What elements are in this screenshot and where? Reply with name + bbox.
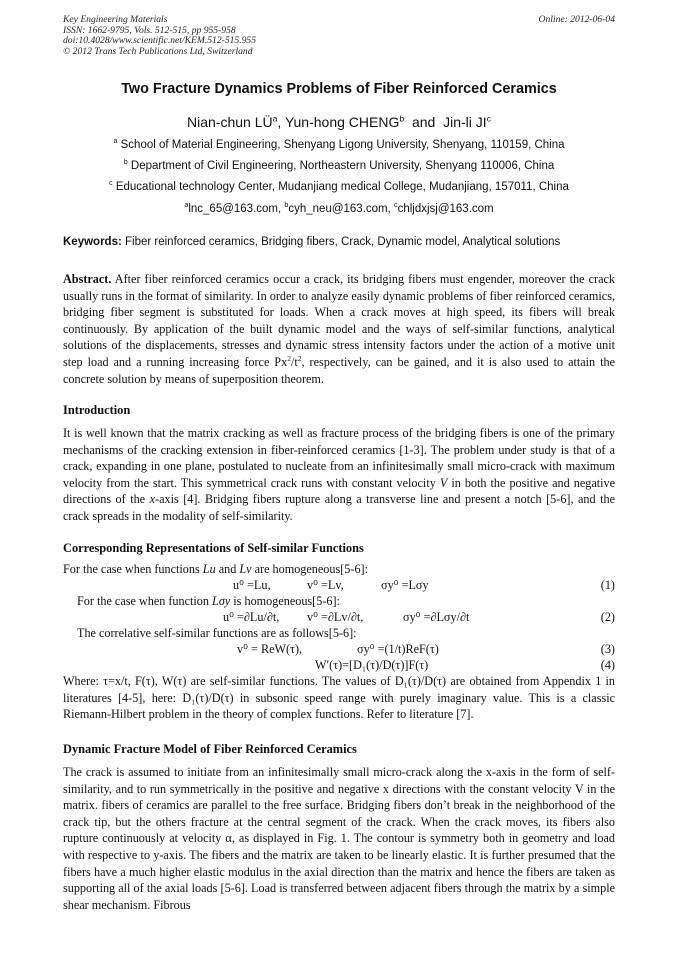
- affiliation-text: School of Material Engineering, Shenyang Ligong University, Shenyang, 110159, China: [117, 139, 565, 151]
- doi-line: doi:10.4028/www.scientific.net/KEM.512-515.955: [63, 35, 257, 47]
- email-address: cyh_neu@163.com,: [288, 203, 395, 215]
- text-italic: Lv: [239, 562, 252, 576]
- equation-number: (2): [600, 610, 615, 624]
- text-line: [63, 625, 615, 641]
- abstract-sup: 2: [297, 353, 302, 363]
- intro-italic: x: [149, 492, 156, 507]
- equation-number: (3): [600, 642, 615, 656]
- issn-line: ISSN: 1662-9795, Vols. 512-515, pp 955-958: [63, 24, 236, 36]
- text-line-content: [77, 593, 340, 609]
- equation-row: [63, 577, 615, 593]
- text-run: are homogeneous[5-6]:: [251, 562, 368, 576]
- text-line-content: [63, 561, 368, 577]
- section-heading: Introduction: [63, 403, 131, 417]
- author-list: [0, 114, 678, 130]
- equation-row: [63, 609, 615, 625]
- author-name: Nian-chun LÜ: [186, 114, 273, 130]
- equation-term: σy⁰ =Lσy: [381, 578, 429, 592]
- intro-text: -axis [4]. Bridging fibers rupture along a transverse line and present a notch [5-6], and the crack spreads in the modality of self-similarity.: [63, 492, 615, 523]
- introduction-paragraph: [63, 425, 615, 525]
- text-run: and: [215, 562, 240, 576]
- journal-header: [63, 15, 615, 57]
- text-run: For the case when functions: [63, 562, 203, 576]
- email-line: [0, 203, 678, 215]
- email-mark: c: [394, 201, 398, 210]
- author-name: Jin-li JI: [443, 114, 487, 130]
- equation-term: σy⁰ =(1/t)ReF(τ): [357, 642, 439, 656]
- abstract-text: , respectively, can be gained, and it is also used to attain the concrete solution by means of superposition theorem.: [63, 354, 615, 386]
- equation-row: [63, 641, 615, 657]
- journal-name: Key Engineering Materials: [63, 14, 168, 25]
- affiliation-text: Educational technology Center, Mudanjiang medical College, Mudanjiang, 157011, China: [112, 181, 569, 193]
- intro-text: in both the positive and negative directions of the: [63, 475, 616, 507]
- affiliation-mark: c: [109, 179, 113, 188]
- intro-text: It is well known that the matrix cracking as well as fracture process of the bridging fibers is one of the primary mechanisms of the cracking extension in fiber-reinforced ceramics [1-3]. The problem under study is that of a crack, expanding in one plane, postulated to nucleate from an infinitesimally small micro-crack with maximum velocity from the start. This symmetrical crack runs with constant velocity: [63, 426, 615, 490]
- text-run: For the case when function: [77, 594, 213, 608]
- keywords-label: Keywords:: [63, 236, 122, 248]
- keywords-text: Fiber reinforced ceramics, Bridging fibers, Crack, Dynamic model, Analytical solutions: [121, 236, 561, 248]
- equation-term: v⁰ = ReW(τ),: [237, 642, 303, 656]
- equation-term: u⁰ =∂Lu/∂t,: [223, 610, 280, 624]
- text-run: is homogeneous[5-6]:: [230, 594, 340, 608]
- section-heading: Corresponding Representations of Self-similar Functions: [63, 541, 364, 555]
- intro-italic: V: [439, 475, 448, 490]
- abstract: [63, 271, 615, 387]
- author-mark: a: [272, 113, 278, 124]
- affiliation: [0, 160, 678, 172]
- model-paragraph: The crack is assumed to initiate from an infinitesimally small micro-crack along the x-axis in the form of self-similarity, and to run symmetrically in the positive and negative x directions with the constant velocity V in the matrix. fibers of ceramics are parallel to the free surface. Bridging fibers don’t break in the neighborhood of the crack tip, but the others fracture at the central segment of the crack. When the crack moves, its fibers also rupture continuously at velocity α, as displayed in Fig. 1. The contour is symmetry both in geometry and load with respective to y-axis. The fibers and the matrix are taken to be linearly elastic. It is further presumed that the fibers have a much higher elastic modulus in the axial direction than the matrix and hence the fibers are taken as supporting all of the axial loads [5-6]. Load is transferred between adjacent fibers through the matrix by a simple shear mechanism. Fibrous: [63, 765, 615, 912]
- affiliation: [0, 139, 678, 151]
- author-mark: b: [399, 113, 405, 124]
- abstract-text: After fiber reinforced ceramics occur a crack, its bridging fibers must engender, moreover the crack usually runs in the format of similarity. In order to analyze easily dynamic problems of fiber reinforced ceramics, bridging fiber segment is substituted for loads. When a crack moves at high speed, its fibers will break continuously. By application of the built dynamic model and the ways of self-similar functions, analytical solutions of the displacements, stresses and dynamic stress intensity factors under the action of a motive unit step load and a running increasing force Px: [63, 272, 615, 369]
- equation-number: (4): [600, 658, 615, 672]
- equation-number: (1): [600, 578, 615, 592]
- author-separator: ,: [277, 114, 285, 130]
- equation-row: [63, 657, 615, 673]
- email-mark: a: [184, 201, 189, 210]
- author-separator: and: [404, 114, 444, 130]
- equation-term: v⁰ =Lv,: [307, 578, 344, 592]
- paper-title: Two Fracture Dynamics Problems of Fiber Reinforced Ceramics: [121, 81, 557, 97]
- email-address: chljdxjsj@163.com: [397, 203, 494, 215]
- affiliation-mark: b: [123, 158, 128, 167]
- abstract-label: Abstract.: [63, 272, 112, 286]
- abstract-sup: 2: [287, 353, 291, 363]
- equation-term: W′(τ)=[D₁(τ)/D(τ)]F(τ): [315, 658, 429, 672]
- abstract-text: /t: [290, 354, 298, 369]
- affiliation: [0, 181, 678, 193]
- text-italic: Lu: [202, 562, 216, 576]
- text-italic: Lσy: [212, 594, 231, 608]
- equation-term: u⁰ =Lu,: [233, 578, 271, 592]
- section-heading: Dynamic Fracture Model of Fiber Reinforced Ceramics: [63, 742, 357, 756]
- affiliation-mark: a: [113, 137, 118, 146]
- author-name: Yun-hong CHENG: [284, 114, 400, 130]
- email-mark: b: [284, 201, 289, 210]
- text-line: [63, 593, 615, 609]
- online-date: Online: 2012-06-04: [538, 14, 615, 25]
- affiliation-text: Department of Civil Engineering, Northeastern University, Shenyang 110006, China: [127, 160, 555, 172]
- where-paragraph: Where: τ=x/t, F(τ), W(τ) are self-similar functions. The values of D₁(τ)/D(τ) are obtained from Appendix 1 in literatures [4-5], here: D₁(τ)/D(τ) in subsonic speed range with purely imaginary value. This is a classic Riemann-Hilbert problem in the theory of complex functions. Refer to literature [7].: [63, 674, 615, 722]
- text-line: [63, 561, 615, 577]
- equation-term: σy⁰ =∂Lσy/∂t: [403, 610, 470, 624]
- email-address: lnc_65@163.com,: [188, 203, 285, 215]
- equation-term: v⁰ =∂Lv/∂t,: [307, 610, 364, 624]
- copyright-line: © 2012 Trans Tech Publications Ltd, Switzerland: [63, 45, 253, 57]
- keywords: [63, 236, 615, 248]
- author-mark: c: [486, 113, 492, 124]
- text-line-content: The correlative self-similar functions are as follows[5-6]:: [77, 626, 357, 640]
